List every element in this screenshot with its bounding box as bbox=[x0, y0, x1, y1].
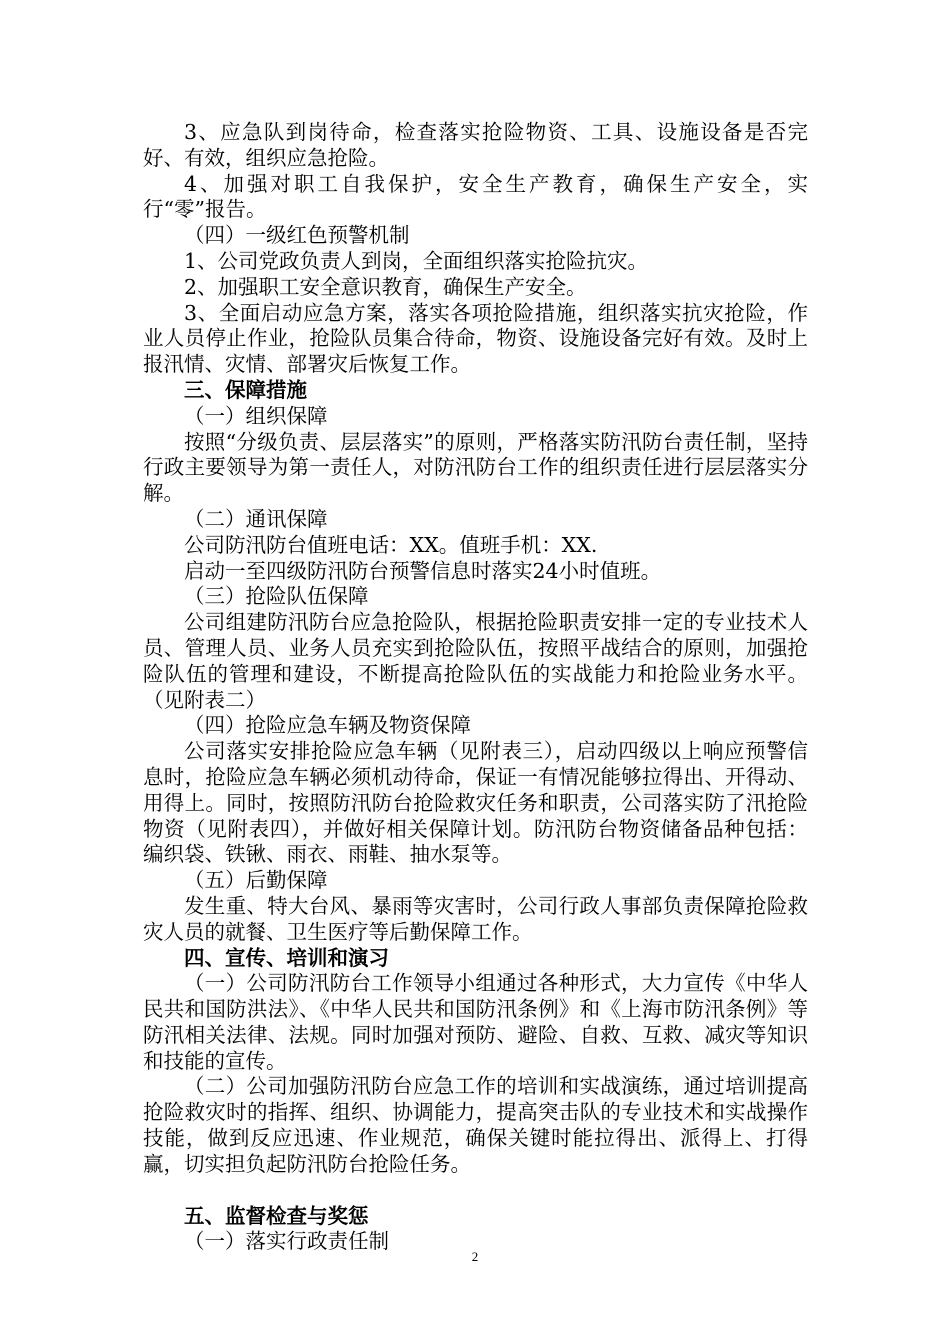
paragraph: 2、加强职工安全意识教育，确保生产安全。 bbox=[184, 274, 587, 299]
paragraph: 公司组建防汛防台应急抢险队，根据抢险职责安排一定的专业技术人员、管理人员、业务人员充实到抢险队伍，按照平战结合的原则，加强抢险队伍的管理和建设，不断提高抢险队伍的实战能力和抢险业务水平。（见附表二） bbox=[143, 610, 808, 712]
subsection-heading: （一）落实行政责任制 bbox=[184, 1229, 389, 1254]
subsection-heading: （四）一级红色预警机制 bbox=[184, 223, 410, 248]
paragraph: 3、应急队到岗待命，检查落实抢险物资、工具、设施设备是否完好、有效，组织应急抢险。 bbox=[143, 120, 808, 170]
paragraph: 4、加强对职工自我保护，安全生产教育，确保生产安全，实行“零”报告。 bbox=[143, 171, 808, 222]
subsection-heading: （二）通讯保障 bbox=[184, 506, 328, 531]
paragraph: 按照“分级负责、层层落实”的原则，严格落实防汛防台责任制，坚持行政主要领导为第一责任人，对防汛防台工作的组织责任进行层层落实分解。 bbox=[143, 429, 808, 506]
page-number: 2 bbox=[471, 1249, 479, 1264]
paragraph: （一）公司防汛防台工作领导小组通过各种形式，大力宣传《中华人民共和国防洪法》、《中华人民共和国防汛条例》和《上海市防汛条例》等防汛相关法律、法规。同时加强对预防、避险、自救、互救、减灾等知识和技能的宣传。 bbox=[143, 971, 808, 1073]
subsection-heading: （五）后勤保障 bbox=[184, 868, 328, 893]
paragraph: 公司防汛防台值班电话：XX。值班手机：XX. bbox=[184, 532, 598, 557]
paragraph: 3、全面启动应急方案，落实各项抢险措施，组织落实抗灾抢险，作业人员停止作业，抢险队员集合待命，物资、设施设备完好有效。及时上报汛情、灾情、部署灾后恢复工作。 bbox=[143, 300, 808, 377]
paragraph: 启动一至四级防汛防台预警信息时落实24小时值班。 bbox=[184, 558, 662, 583]
section-heading: 四、宣传、培训和演习 bbox=[184, 945, 389, 970]
document-body bbox=[143, 120, 808, 1255]
paragraph: 发生重、特大台风、暴雨等灾害时，公司行政人事部负责保障抢险救灾人员的就餐、卫生医疗等后勤保障工作。 bbox=[143, 893, 808, 944]
paragraph: （二）公司加强防汛防台应急工作的培训和实战演练，通过培训提高抢险救灾时的指挥、组织、协调能力，提高突击队的专业技术和实战操作技能，做到反应迅速、作业规范，确保关键时能拉得出、派得上、打得赢，切实担负起防汛防台抢险任务。 bbox=[143, 1074, 808, 1176]
subsection-heading: （三）抢险队伍保障 bbox=[184, 584, 369, 609]
section-heading: 三、保障措施 bbox=[184, 377, 307, 402]
paragraph: 1、公司党政负责人到岗，全面组织落实抢险抗灾。 bbox=[184, 248, 649, 273]
subsection-heading: （四）抢险应急车辆及物资保障 bbox=[184, 713, 471, 738]
section-heading: 五、监督检查与奖惩 bbox=[184, 1203, 369, 1228]
subsection-heading: （一）组织保障 bbox=[184, 403, 328, 428]
paragraph: 公司落实安排抢险应急车辆（见附表三），启动四级以上响应预警信息时，抢险应急车辆必须机动待命，保证一有情况能够拉得出、开得动、用得上。同时，按照防汛防台抢险救灾任务和职责，公司落实防了汛抢险物资（见附表四），并做好相关保障计划。防汛防台物资储备品种包括：编织袋、铁锹、雨衣、雨鞋、抽水泵等。 bbox=[143, 739, 808, 867]
blank-line bbox=[143, 1178, 808, 1204]
